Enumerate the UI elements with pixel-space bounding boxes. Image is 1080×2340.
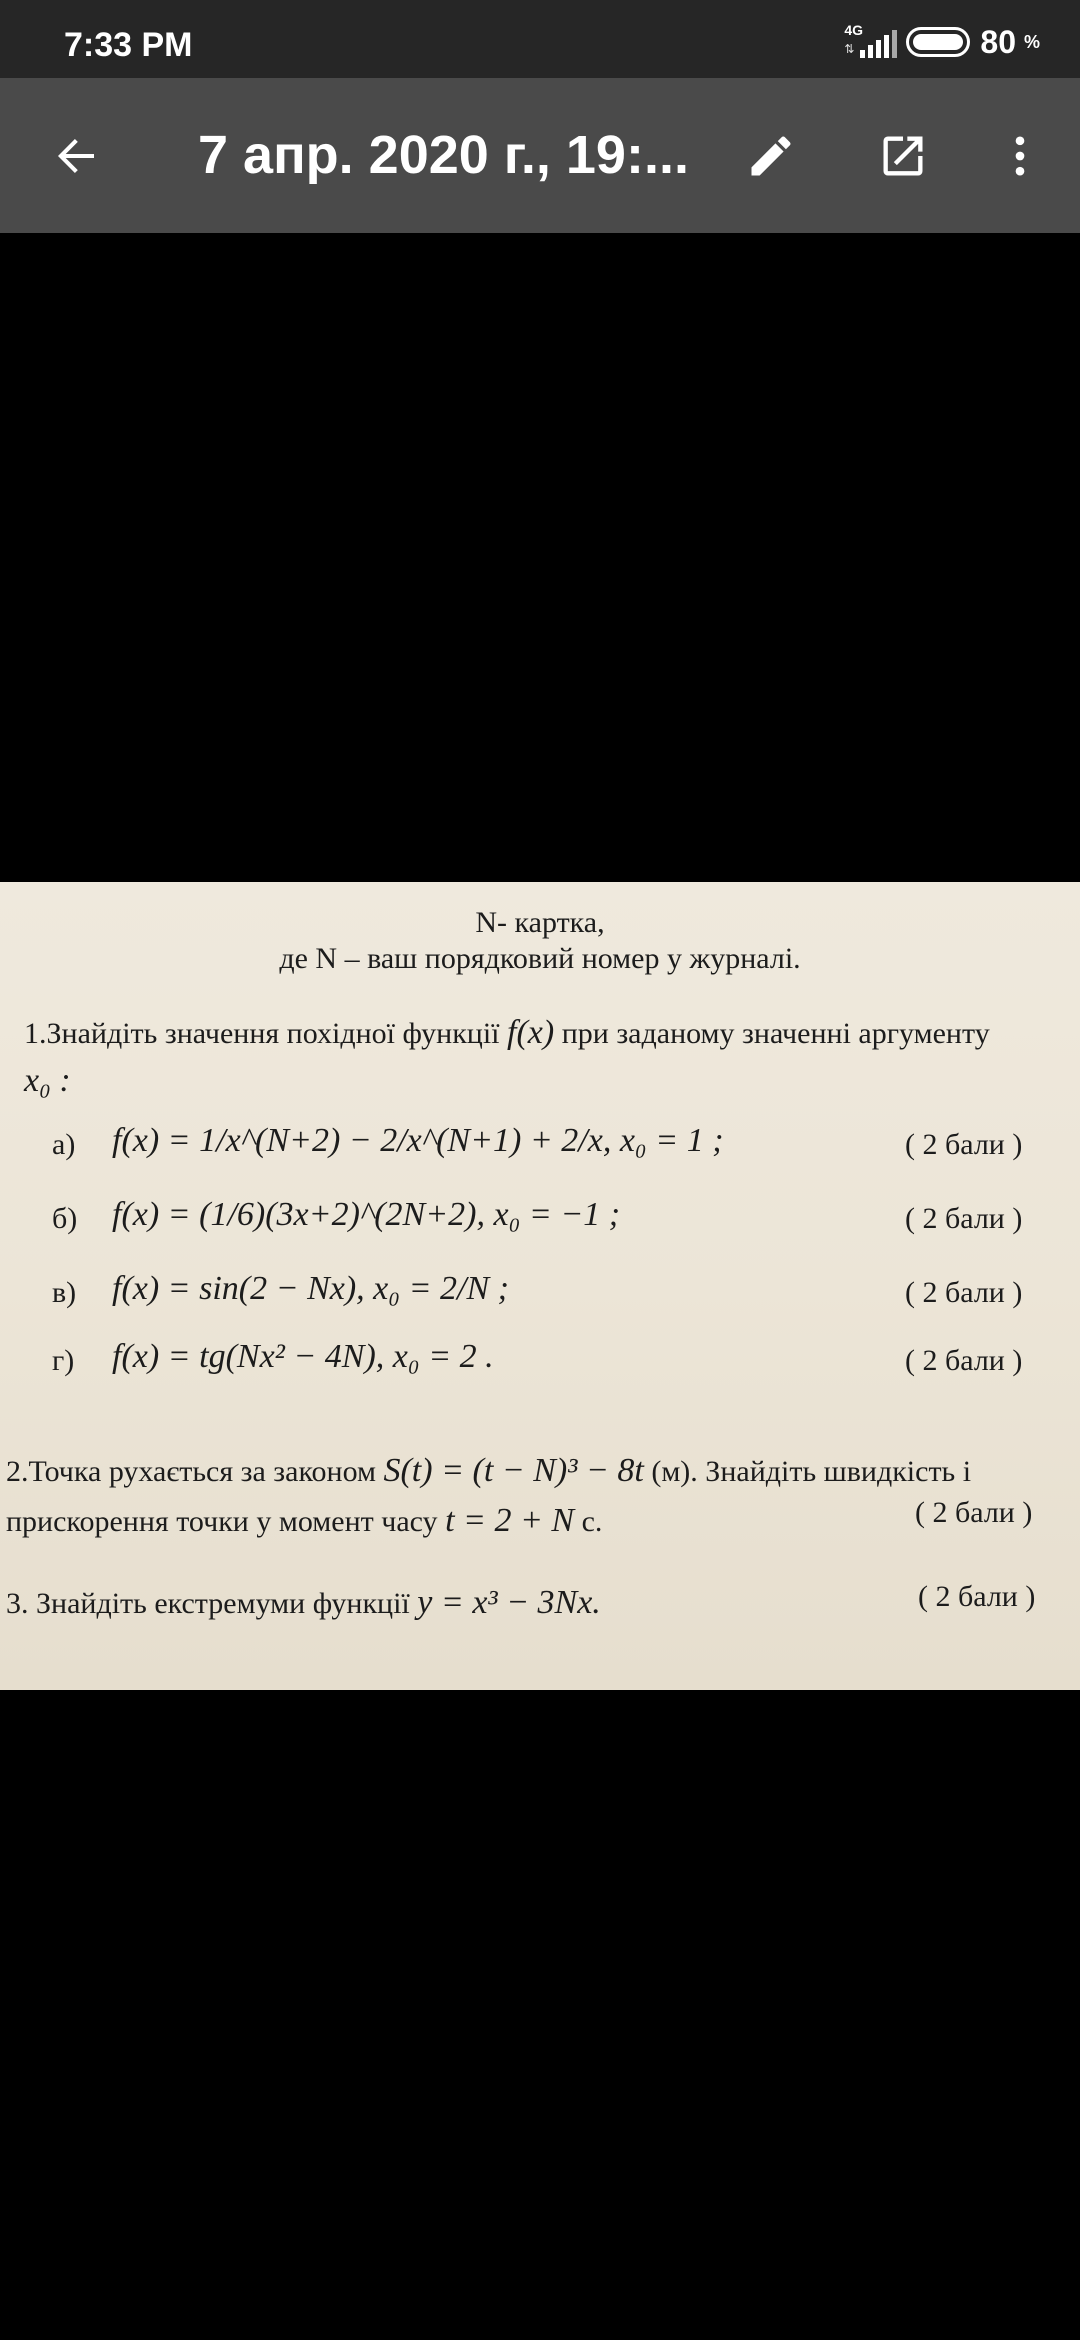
item-points-a: ( 2 бали ) <box>905 1128 1023 1161</box>
app-toolbar <box>0 78 1080 233</box>
task3-points: ( 2 бали ) <box>918 1580 1036 1613</box>
item-label-b: б) <box>52 1202 78 1235</box>
more-vert-icon <box>994 130 1046 182</box>
item-formula-a: f(x) = 1/x^(N+2) − 2/x^(N+1) + 2/x, x₀ = 1 ; <box>112 1122 724 1159</box>
item-points-c: ( 2 бали ) <box>905 1276 1023 1309</box>
battery-icon <box>906 27 970 57</box>
data-arrows-icon: ⇅ <box>844 42 855 56</box>
signal-bars-icon <box>860 30 897 58</box>
item-points-d: ( 2 бали ) <box>905 1344 1023 1377</box>
network-type: 4G <box>844 22 864 38</box>
item-formula-b: f(x) = (1/6)(3x+2)^(2N+2), x₀ = −1 ; <box>112 1196 621 1233</box>
arrow-back-icon <box>52 132 100 180</box>
open-in-new-icon <box>877 130 929 182</box>
item-formula-d: f(x) = tg(Nx² − 4N), x₀ = 2 . <box>112 1338 494 1375</box>
toolbar-title: 7 апр. 2020 г., 19:... <box>198 125 689 185</box>
status-time: 7:33 PM <box>64 26 193 64</box>
task2-points: ( 2 бали ) <box>915 1496 1033 1529</box>
edit-button[interactable] <box>733 118 809 194</box>
task2-line2: прискорення точки у момент часу t = 2 + N с. <box>6 1502 603 1539</box>
open-external-button[interactable] <box>865 118 941 194</box>
task2-line1: 2.Точка рухається за законом S(t) = (t − N)³ − 8t (м). Знайдіть швидкість і <box>6 1452 972 1489</box>
item-formula-c: f(x) = sin(2 − Nx), x₀ = 2/N ; <box>112 1270 509 1307</box>
item-label-a: а) <box>52 1128 76 1161</box>
signal-icon <box>840 24 896 60</box>
task1-intro: 1.Знайдіть значення похідної функції f(x) при заданому значенні аргументу <box>24 1014 990 1051</box>
item-label-c: в) <box>52 1276 77 1309</box>
status-indicators <box>840 24 1040 60</box>
battery-level: 80 <box>980 23 1016 60</box>
status-bar <box>0 0 1080 78</box>
card-subtitle: де N – ваш порядковий номер у журналі. <box>279 942 801 975</box>
item-label-d: г) <box>52 1344 75 1377</box>
card-title: N- картка, <box>475 906 605 939</box>
more-options-button[interactable] <box>982 118 1058 194</box>
task3-line: 3. Знайдіть екстремуми функції y = x³ − 3Nx. <box>6 1584 601 1621</box>
back-button[interactable] <box>38 118 114 194</box>
item-points-b: ( 2 бали ) <box>905 1202 1023 1235</box>
document-photo[interactable] <box>0 882 1080 1690</box>
battery-unit: % <box>1023 31 1040 52</box>
pencil-icon <box>745 130 797 182</box>
task1-x0: x₀ : <box>24 1062 71 1099</box>
